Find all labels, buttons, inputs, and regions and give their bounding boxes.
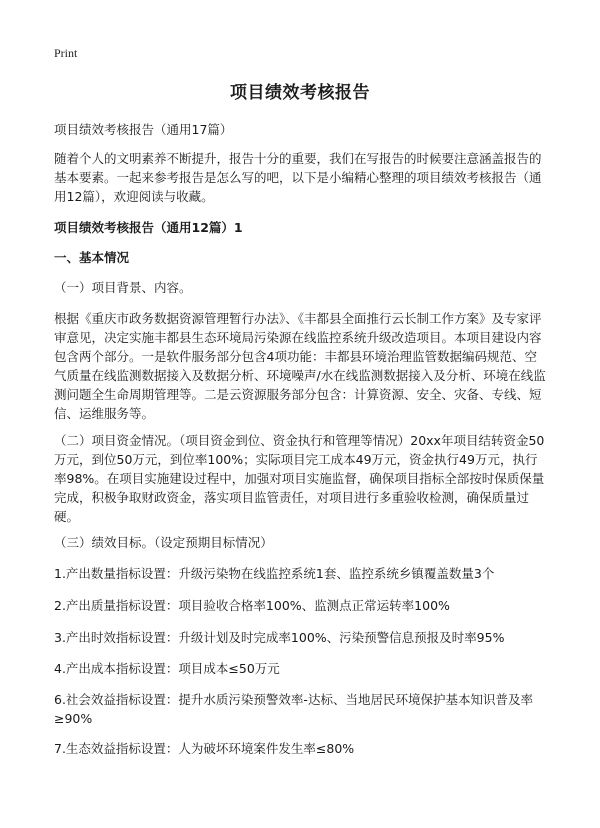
target-list-item: 1.产出数量指标设置：升级污染物在线监控系统1套、监控系统乡镇覆盖数量3个 <box>54 566 495 581</box>
item-two-body: （二）项目资金情况。（项目资金到位、资金执行和管理等情况）20xx年项目结转资金50万元，到位50万元，到位率100%；实际项目完工成本49万元，资金执行49万元，执行率98%。在项目实施建设过程中，加强对项目实施监督，确保项目指标全部按时保质保量完成，积极争取财政资金，落实项目监管责任，对项目进行多重验收检测，确保质量过硬。 <box>54 433 545 524</box>
target-list-item: 6.社会效益指标设置：提升水质污染预警效率-达标、当地居民环境保护基本知识普及率≥90% <box>54 692 533 726</box>
target-list-item: 2.产出质量指标设置：项目验收合格率100%、监测点正常运转率100% <box>54 598 450 613</box>
document-subtitle: 项目绩效考核报告（通用17篇） <box>54 122 233 137</box>
print-link[interactable]: Print <box>54 46 78 60</box>
item-three-heading: （三）绩效目标。（设定预期目标情况） <box>54 535 273 550</box>
page-title: 项目绩效考核报告 <box>230 83 370 103</box>
item-one-body: 根据《重庆市政务数据资源管理暂行办法》、《丰都县全面推行云长制工作方案》及专家评审意见，决定实施丰都县生态环境局污染源在线监控系统升级改造项目。本项目建设内容包含两个部分。一是软件服务部分包含4项功能：丰都县环境治理监管数据编码规范、空气质量在线监测数据接入及数据分析、环境噪声/水在线监测数据接入及分析、环境在线监测问题全生命周期管理等。二是云资源服务部分包含：计算资源、安全、灾备、专线、短信、运维服务等。 <box>54 311 546 421</box>
target-list-item: 7.生态效益指标设置：人为破坏环境案件发生率≤80% <box>54 741 355 756</box>
intro-paragraph: 随着个人的文明素养不断提升，报告十分的重要，我们在写报告的时候要注意涵盖报告的基本要素。一起来参考报告是怎么写的吧，以下是小编精心整理的项目绩效考核报告（通用12篇），欢迎阅读与收藏。 <box>54 151 542 204</box>
item-one-heading: （一）项目背景、内容。 <box>54 280 192 295</box>
target-list-item: 4.产出成本指标设置：项目成本≤50万元 <box>54 661 280 676</box>
part-one-heading: 一、基本情况 <box>54 250 130 265</box>
target-list-item: 3.产出时效指标设置：升级计划及时完成率100%、污染预警信息预报及时率95% <box>54 630 505 645</box>
section-heading: 项目绩效考核报告（通用12篇）1 <box>54 220 243 235</box>
